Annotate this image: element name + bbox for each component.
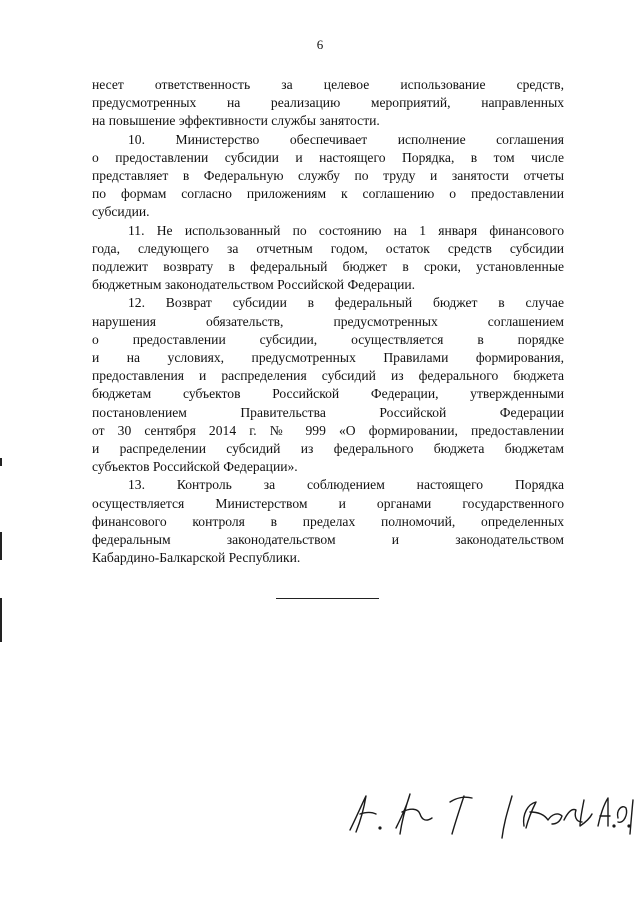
text-line: Кабардино-Балкарской Республики. — [92, 550, 301, 566]
text-line: постановлением Правительства Российской Федерации — [92, 404, 564, 420]
text-line: о предоставлении субсидии и настоящего Порядка, в том числе — [92, 149, 564, 165]
scan-margin-mark — [0, 532, 2, 560]
text-line: 10. Министерство обеспечивает исполнение соглашения — [128, 131, 564, 147]
text-line: федеральным законодательством и законодательством — [92, 532, 564, 548]
text-line: подлежит возврату в федеральный бюджет в сроки, установленные — [92, 259, 564, 275]
text-line: несет ответственность за целевое использование средств, — [92, 77, 564, 92]
paragraph-13 — [92, 476, 564, 567]
text-line: 13. Контроль за соблюдением настоящего Порядка — [128, 477, 564, 493]
paragraph-responsibility — [92, 76, 564, 131]
text-line: и распределении субсидий из федерального бюджета бюджетам — [92, 441, 564, 457]
text-line: бюджетам субъектов Российской Федерации, утвержденными — [92, 386, 564, 402]
page-number: 6 — [316, 37, 324, 52]
text-line: о предоставлении субсидии, осуществляется в порядке — [92, 331, 564, 347]
scan-margin-mark — [0, 598, 2, 642]
text-line: и на условиях, предусмотренных Правилами формирования, — [92, 350, 564, 366]
paragraph-10 — [92, 131, 564, 222]
text-line: предусмотренных на реализацию мероприятий, направленных — [92, 95, 564, 111]
text-line: осуществляется Министерством и органами государственного — [92, 495, 564, 511]
text-line: на повышение эффективности службы занятости. — [92, 113, 380, 129]
text-line: субсидии. — [92, 204, 150, 220]
text-line: года, следующего за отчетным годом, остаток средств субсидии — [92, 240, 564, 256]
text-line: предоставления и распределения субсидий из федерального бюджета — [92, 368, 564, 384]
text-line: бюджетным законодательством Российской Федерации. — [92, 277, 416, 293]
paragraph-12 — [92, 294, 564, 476]
paragraph-11 — [92, 222, 564, 295]
end-separator-line — [276, 598, 379, 599]
text-line: субъектов Российской Федерации». — [92, 459, 298, 475]
text-line: 12. Возврат субсидии в федеральный бюджет в случае — [128, 295, 564, 311]
text-line: представляет в Федеральную службу по труду и занятости отчеты — [92, 168, 564, 184]
text-line: по формам согласно приложениям к соглашению о предоставлении — [92, 186, 564, 202]
text-line: от 30 сентября 2014 г. № 999 «О формировании, предоставлении — [92, 422, 564, 438]
handwritten-signature — [346, 778, 636, 848]
text-line: финансового контроля в пределах полномочий, определенных — [92, 513, 564, 529]
text-line: 11. Не использованный по состоянию на 1 января финансового — [128, 222, 564, 238]
text-line: нарушения обязательств, предусмотренных соглашением — [92, 313, 564, 329]
scan-margin-mark — [0, 458, 2, 466]
document-body — [92, 76, 564, 567]
